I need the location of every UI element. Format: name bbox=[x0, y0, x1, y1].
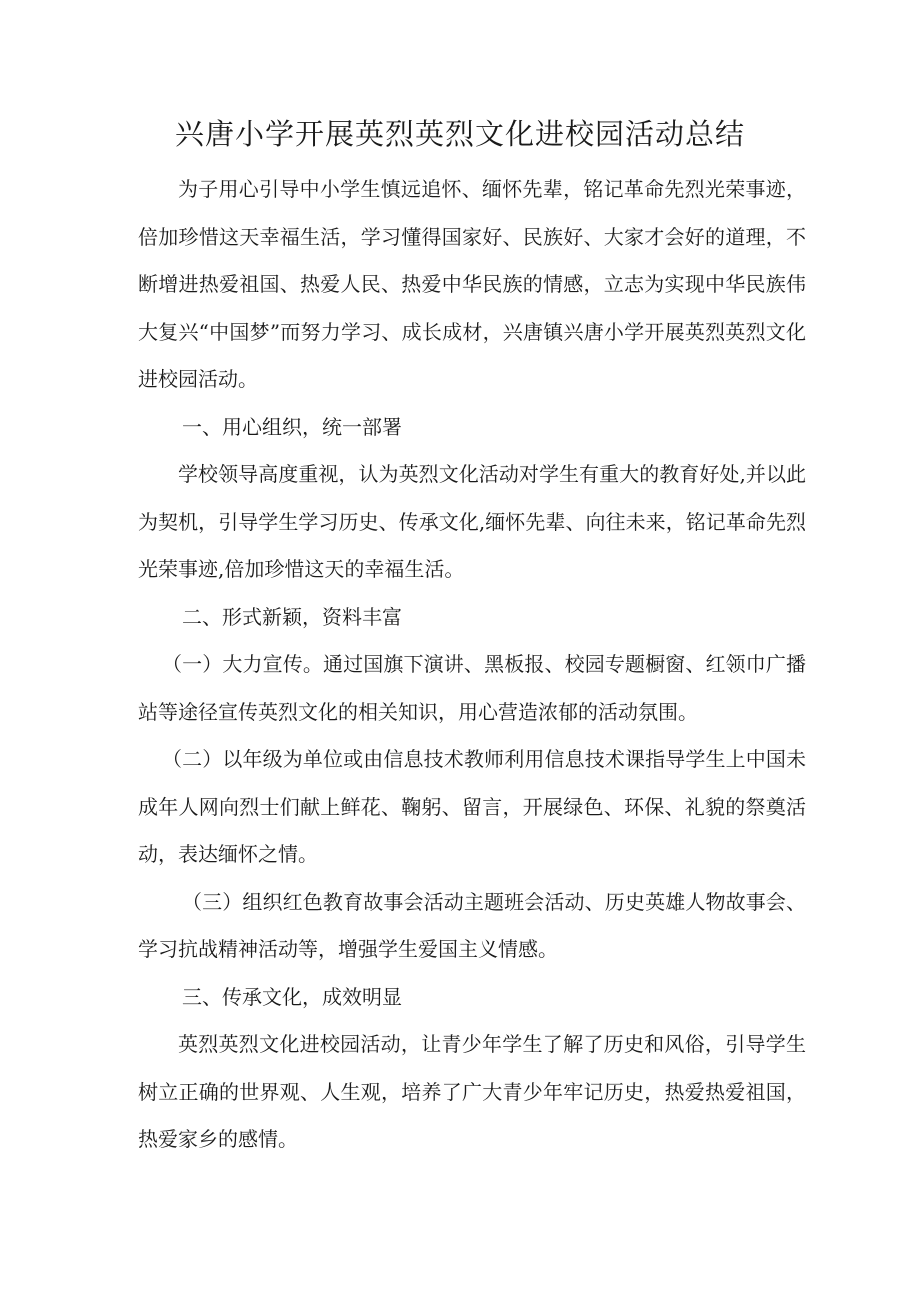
section-3-paragraph: 英烈英烈文化进校园活动，让青少年学生了解了历史和风俗，引导学生树立正确的世界观、人生观，培养了广大青少年牢记历史，热爱热爱祖国，热爱家乡的感情。 bbox=[138, 1032, 806, 1151]
intro-paragraph: 为子用心引导中小学生慎远追怀、缅怀先辈，铭记革命先烈光荣事迹，倍加珍惜这天幸福生活，学习懂得国家好、民族好、大家才会好的道理，不断增进热爱祖国、热爱人民、热爱中华民族的情感，立志为实现中华民族伟大复兴“中国梦”而努力学习、成长成材，兴唐镇兴唐小学开展英烈英烈文化进校园活动。 bbox=[138, 177, 806, 391]
section-2-item-2: （二）以年级为单位或由信息技术教师利用信息技术课指导学生上中国未成年人网向烈士们献上鲜花、鞠躬、留言，开展绿色、环保、礼貌的祭奠活动，表达缅怀之情。 bbox=[138, 747, 806, 866]
section-2-item-1: （一）大力宣传。通过国旗下演讲、黑板报、校园专题橱窗、红领巾广播站等途径宣传英烈文化的相关知识，用心营造浓郁的活动氛围。 bbox=[138, 652, 806, 724]
section-1-heading: 一、用心组织，统一部署 bbox=[182, 414, 402, 439]
section-2-item-3: （三）组织红色教育故事会活动主题班会活动、历史英雄人物故事会、学习抗战精神活动等，增强学生爱国主义情感。 bbox=[138, 889, 806, 961]
document-body bbox=[138, 166, 806, 1164]
section-3-heading: 三、传承文化，成效明显 bbox=[182, 984, 402, 1009]
section-1-paragraph: 学校领导高度重视，认为英烈文化活动对学生有重大的教育好处,并以此为契机，引导学生学习历史、传承文化,缅怀先辈、向往未来，铭记革命先烈光荣事迹,倍加珍惜这天的幸福生活。 bbox=[138, 462, 806, 581]
section-2-heading: 二、形式新颖，资料丰富 bbox=[182, 604, 402, 629]
document-title: 兴唐小学开展英烈英烈文化进校园活动总结 bbox=[174, 117, 745, 151]
